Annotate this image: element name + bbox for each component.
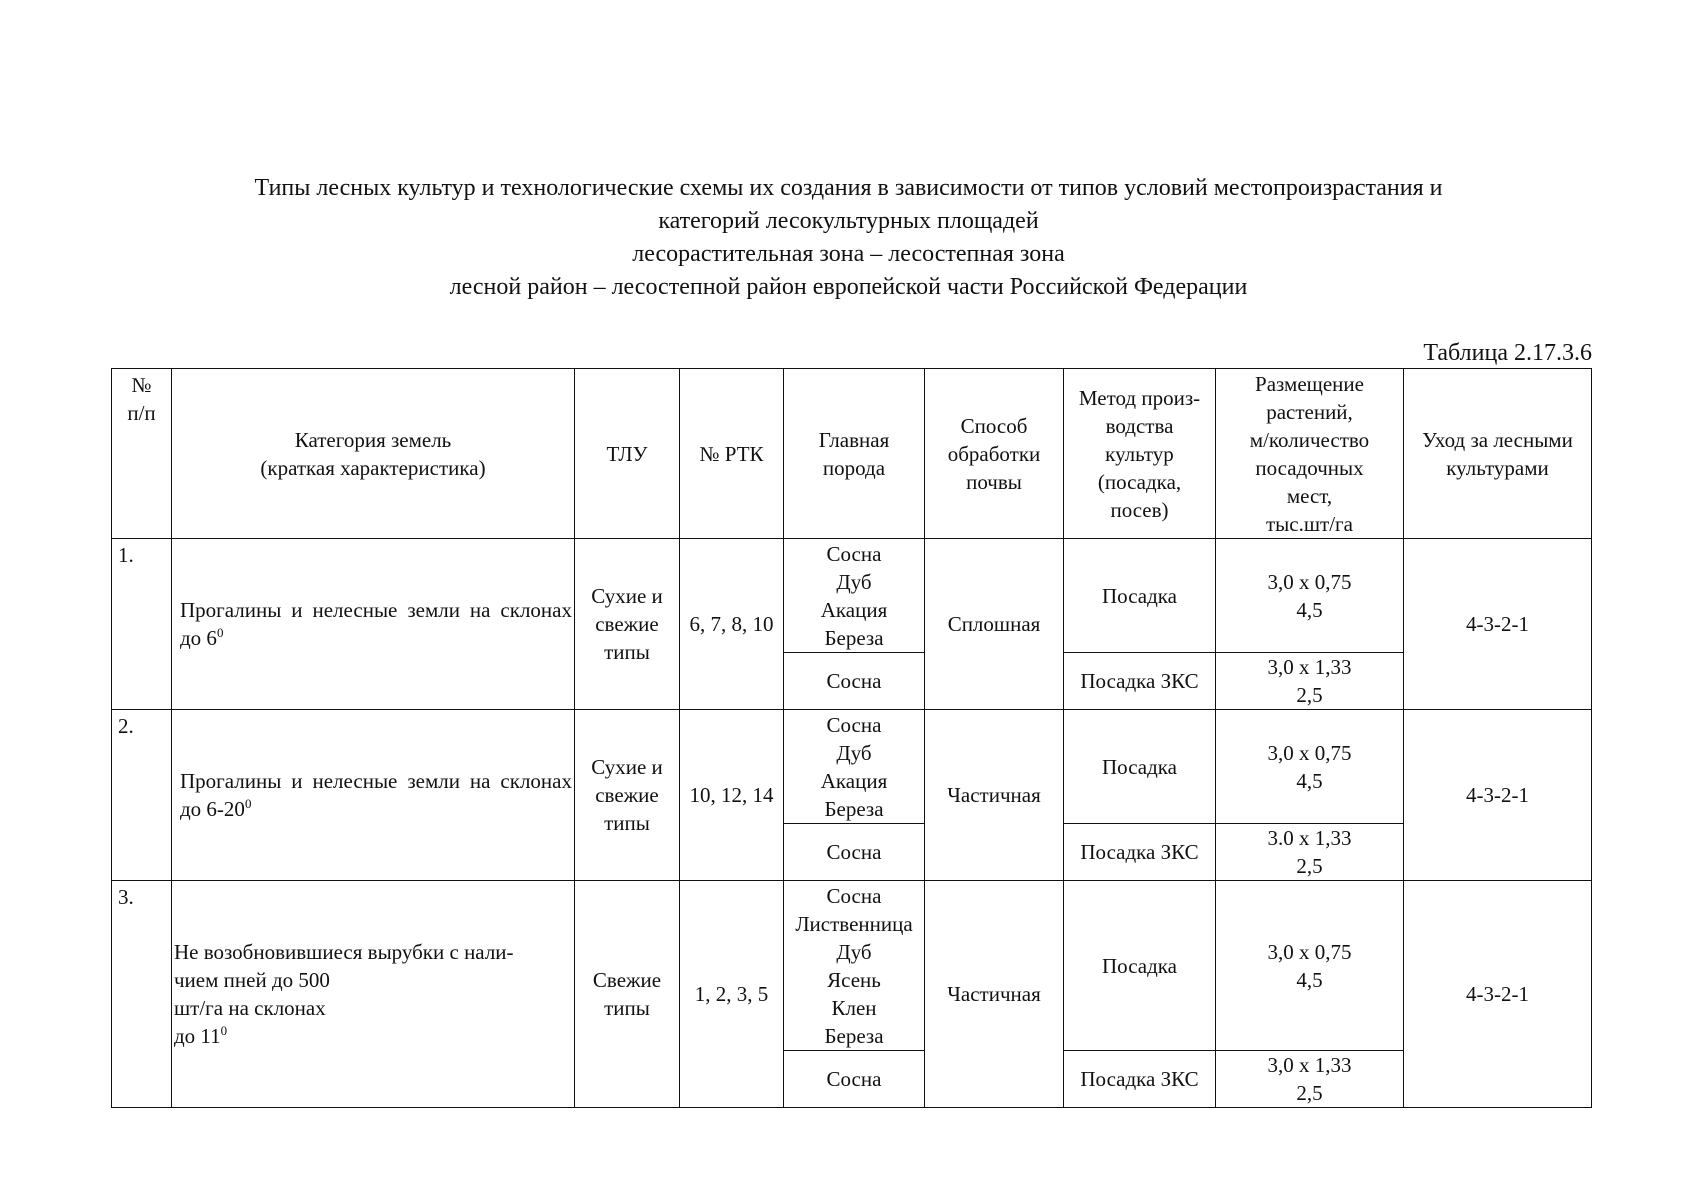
- category-text: Прогалины и нелесные земли на склонах до 6-20: [180, 769, 572, 821]
- placement-line: 4,5: [1296, 768, 1323, 793]
- title-line-3: лесорастительная зона – лесостепная зона: [632, 241, 1065, 267]
- header-method-line: культур: [1105, 441, 1174, 466]
- species-item: Клен: [831, 995, 877, 1020]
- document-title: [0, 172, 1697, 304]
- category-superscript: 0: [216, 625, 224, 640]
- species-item: Акация: [820, 768, 888, 793]
- species-item: Сосна: [826, 883, 882, 908]
- header-species-line: Главная: [818, 427, 890, 452]
- row-soil: Частичная: [925, 710, 1064, 881]
- table-row: [112, 710, 1592, 824]
- species-item: Лиственница: [795, 911, 913, 936]
- row-soil: Частичная: [925, 881, 1064, 1108]
- species-item: Береза: [824, 625, 884, 650]
- row-category: [172, 710, 575, 881]
- placement-line: 2,5: [1296, 683, 1323, 707]
- header-care: [1404, 369, 1592, 539]
- species-item: Береза: [824, 1023, 884, 1048]
- tlu-line: свежие: [595, 783, 659, 807]
- row-placement: [1216, 710, 1404, 824]
- species-item: Сосна: [826, 541, 882, 566]
- tlu-line: Свежие: [592, 968, 662, 992]
- species-item: Дуб: [836, 939, 872, 964]
- header-species: [784, 369, 925, 539]
- row-placement: [1216, 653, 1404, 710]
- table-caption: Таблица 2.17.3.6: [1423, 340, 1592, 366]
- category-line: [174, 1022, 571, 1050]
- placement-line: 3,0 х 0,75: [1267, 939, 1352, 964]
- row-species: [784, 539, 925, 653]
- header-soil-line: почвы: [966, 469, 1022, 494]
- row-rtk: 10, 12, 14: [680, 710, 784, 881]
- placement-line: 4,5: [1296, 967, 1323, 992]
- row-method: Посадка: [1064, 710, 1216, 824]
- row-category: [172, 881, 575, 1108]
- header-method-line: (посадка,: [1097, 469, 1182, 494]
- placement-line: 3,0 х 0,75: [1267, 569, 1352, 594]
- placement-line: 4,5: [1296, 597, 1323, 622]
- category-line: Не возобновившиеся вырубки с нали-: [174, 940, 514, 964]
- title-line-2: категорий лесокультурных площадей: [658, 208, 1039, 234]
- category-text: Прогалины и нелесные земли на склонах до 6: [180, 598, 572, 650]
- header-category-line: (краткая характеристика): [260, 455, 486, 480]
- header-row: [112, 369, 1592, 539]
- row-placement: [1216, 824, 1404, 881]
- tlu-line: Сухие и: [591, 755, 663, 779]
- species-item: Сосна: [826, 712, 882, 737]
- species-item: Ясень: [827, 967, 881, 992]
- row-species: Сосна: [784, 824, 925, 881]
- row-tlu: [575, 881, 680, 1108]
- header-placement-line: м/количество: [1249, 427, 1370, 452]
- row-species: Сосна: [784, 653, 925, 710]
- species-item: Дуб: [836, 569, 872, 594]
- header-placement-line: мест,: [1286, 483, 1333, 508]
- header-category: [172, 369, 575, 539]
- row-species: [784, 881, 925, 1051]
- header-soil: [925, 369, 1064, 539]
- header-care-line: культурами: [1446, 455, 1549, 480]
- header-num-line: п/п: [127, 401, 156, 425]
- row-care: 4-3-2-1: [1404, 881, 1592, 1108]
- row-method: Посадка ЗКС: [1064, 824, 1216, 881]
- header-placement-line: посадочных: [1255, 455, 1364, 480]
- title-line-4: лесной район – лесостепной район европейской части Российской Федерации: [449, 274, 1248, 300]
- tlu-line: типы: [604, 640, 650, 664]
- header-soil-line: обработки: [947, 441, 1041, 466]
- row-number: 2.: [112, 710, 172, 881]
- row-rtk: 6, 7, 8, 10: [680, 539, 784, 710]
- placement-line: 3,0 х 1,33: [1267, 1053, 1352, 1077]
- placement-line: 2,5: [1296, 1081, 1323, 1105]
- header-tlu: ТЛУ: [575, 369, 680, 539]
- row-species: [784, 710, 925, 824]
- placement-line: 3,0 х 1,33: [1267, 655, 1352, 679]
- row-care: 4-3-2-1: [1404, 710, 1592, 881]
- category-line: шт/га на склонах: [174, 996, 326, 1020]
- header-placement-line: растений,: [1266, 399, 1353, 424]
- header-method: [1064, 369, 1216, 539]
- tlu-line: свежие: [595, 612, 659, 636]
- row-method: Посадка: [1064, 539, 1216, 653]
- table-row: [112, 539, 1592, 653]
- tlu-line: Сухие и: [591, 584, 663, 608]
- header-species-line: порода: [822, 455, 886, 480]
- category-superscript: 0: [220, 1023, 228, 1038]
- header-care-line: Уход за лесными: [1422, 427, 1573, 452]
- placement-line: 2,5: [1296, 854, 1323, 878]
- title-line-1: Типы лесных культур и технологические схемы их создания в зависимости от типов условий местопроизрастания и: [254, 175, 1443, 201]
- species-item: Акация: [820, 597, 888, 622]
- forest-culture-table: [111, 368, 1592, 1108]
- row-number: 1.: [112, 539, 172, 710]
- header-soil-line: Способ: [960, 413, 1028, 438]
- row-tlu: [575, 539, 680, 710]
- row-number: 3.: [112, 881, 172, 1108]
- header-placement-line: тыс.шт/га: [1266, 511, 1353, 536]
- header-category-line: Категория земель: [294, 427, 452, 452]
- row-species: Сосна: [784, 1051, 925, 1108]
- row-method: Посадка: [1064, 881, 1216, 1051]
- species-item: Береза: [824, 796, 884, 821]
- header-num-line: №: [131, 373, 152, 397]
- row-care: 4-3-2-1: [1404, 539, 1592, 710]
- row-rtk: 1, 2, 3, 5: [680, 881, 784, 1108]
- header-method-line: Метод произ-: [1078, 385, 1201, 410]
- row-tlu: [575, 710, 680, 881]
- header-method-line: посев): [1110, 497, 1169, 522]
- header-rtk: № РТК: [680, 369, 784, 539]
- tlu-line: типы: [604, 811, 650, 835]
- row-method: Посадка ЗКС: [1064, 653, 1216, 710]
- row-category: [172, 539, 575, 710]
- header-method-line: водства: [1105, 413, 1174, 438]
- row-method: Посадка ЗКС: [1064, 1051, 1216, 1108]
- table-row: [112, 881, 1592, 1051]
- header-num: [112, 369, 172, 539]
- species-item: Дуб: [836, 740, 872, 765]
- category-line: чием пней до 500: [174, 968, 330, 992]
- category-superscript: 0: [244, 796, 252, 811]
- header-placement: [1216, 369, 1404, 539]
- row-placement: [1216, 1051, 1404, 1108]
- category-text: до 11: [174, 1024, 221, 1048]
- row-placement: [1216, 539, 1404, 653]
- header-placement-line: Размещение: [1255, 371, 1364, 396]
- row-placement: [1216, 881, 1404, 1051]
- placement-line: 3,0 х 0,75: [1267, 740, 1352, 765]
- tlu-line: типы: [604, 996, 650, 1020]
- placement-line: 3.0 х 1,33: [1267, 826, 1352, 850]
- row-soil: Сплошная: [925, 539, 1064, 710]
